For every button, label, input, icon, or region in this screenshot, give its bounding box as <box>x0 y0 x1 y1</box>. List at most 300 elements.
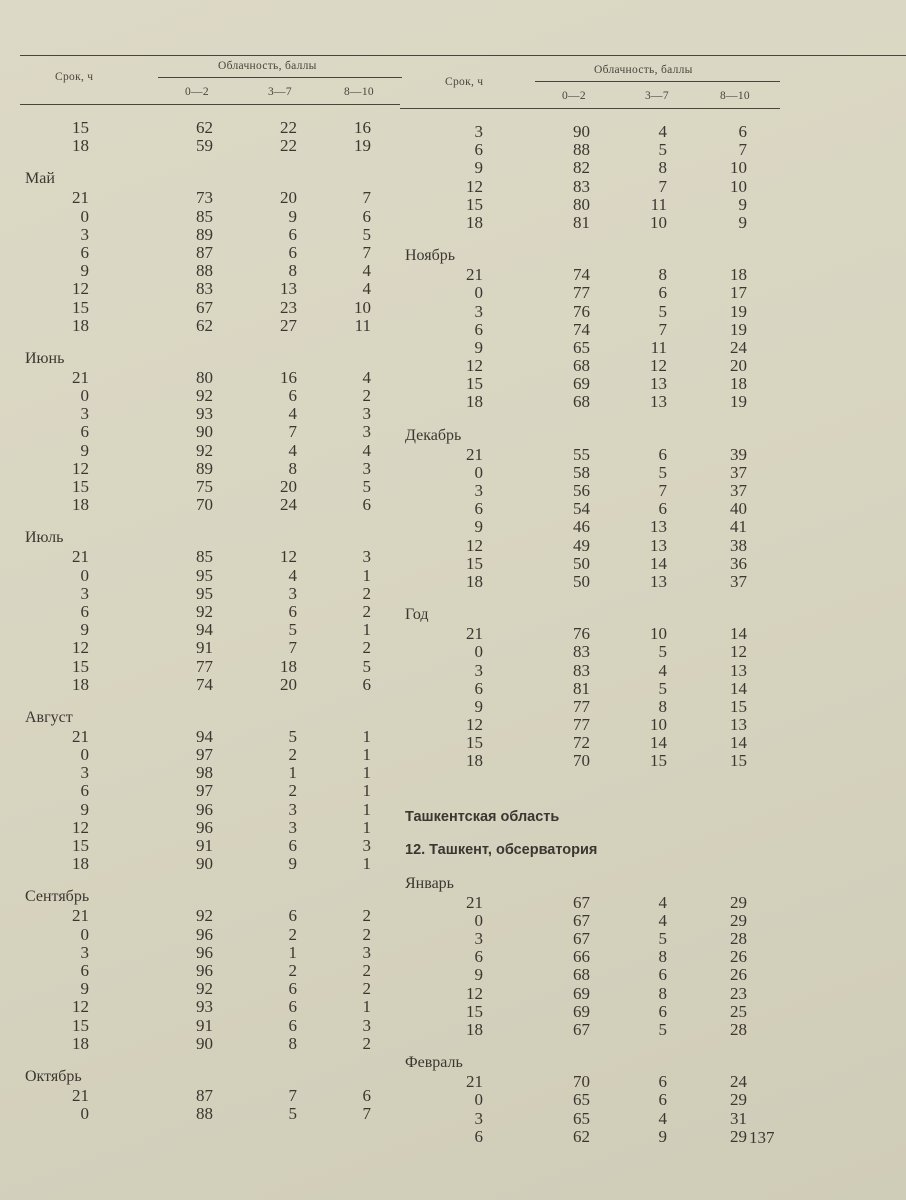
table-row <box>405 339 785 357</box>
cloud-0-2-cell: 88 <box>573 140 590 160</box>
cloud-8-10-cell: 1 <box>362 620 371 640</box>
cloud-3-7-cell: 6 <box>288 997 297 1017</box>
table-row <box>25 603 405 621</box>
cloud-8-10-cell: 6 <box>362 1085 371 1105</box>
cloud-0-2-cell: 55 <box>573 444 590 464</box>
table-top-rule-left <box>20 55 906 56</box>
time-cell: 0 <box>474 642 483 662</box>
time-cell: 9 <box>80 799 89 819</box>
cloud-0-2-cell: 62 <box>196 315 213 335</box>
cloud-3-7-cell: 9 <box>288 854 297 874</box>
cloud-0-2-cell: 66 <box>573 947 590 967</box>
table-row <box>405 537 785 555</box>
table-row <box>25 962 405 980</box>
table-row <box>405 123 785 141</box>
cloud-0-2-cell: 93 <box>196 404 213 424</box>
header-cloudiness-right: Облачность, баллы <box>594 64 693 76</box>
table-row <box>25 1087 405 1105</box>
cloud-8-10-cell: 5 <box>362 224 371 244</box>
cloud-3-7-cell: 5 <box>658 462 667 482</box>
cloud-8-10-cell: 3 <box>362 836 371 855</box>
table-row <box>25 387 405 405</box>
cloud-0-2-cell: 90 <box>573 122 590 141</box>
cloud-3-7-cell: 13 <box>280 279 297 299</box>
cloud-3-7-cell: 6 <box>288 601 297 621</box>
table-row <box>405 680 785 698</box>
cloud-8-10-cell: 6 <box>362 206 371 226</box>
time-cell: 3 <box>474 1108 483 1128</box>
time-cell: 3 <box>474 929 483 948</box>
time-cell: 18 <box>72 854 89 874</box>
month-label: Февраль <box>405 1054 463 1072</box>
cloud-0-2-cell: 88 <box>196 261 213 281</box>
time-cell: 0 <box>80 565 89 585</box>
table-row <box>405 196 785 214</box>
table-row <box>405 1021 785 1039</box>
cloud-8-10-cell: 7 <box>362 1104 371 1124</box>
time-cell: 15 <box>466 553 483 573</box>
header-range-3-7-right: 3—7 <box>645 90 669 102</box>
cloud-3-7-cell: 13 <box>650 535 667 555</box>
header-time-right: Срок, ч <box>445 76 484 88</box>
time-cell: 0 <box>474 1090 483 1110</box>
cloud-8-10-cell: 29 <box>730 910 747 930</box>
cloud-3-7-cell: 13 <box>650 571 667 591</box>
cloud-0-2-cell: 68 <box>573 356 590 376</box>
cloud-3-7-cell: 20 <box>280 477 297 496</box>
cloud-3-7-cell: 7 <box>658 319 667 339</box>
cloud-0-2-cell: 74 <box>573 265 590 285</box>
cloud-0-2-cell: 95 <box>196 565 213 585</box>
cloud-8-10-cell: 3 <box>362 1015 371 1035</box>
table-row <box>405 266 785 284</box>
cloud-8-10-cell: 10 <box>730 176 747 196</box>
time-cell: 18 <box>466 212 483 232</box>
cloud-8-10-cell: 24 <box>730 337 747 357</box>
cloud-8-10-cell: 10 <box>354 297 371 317</box>
cloud-0-2-cell: 92 <box>196 906 213 926</box>
table-row <box>25 1035 405 1053</box>
table-row <box>405 500 785 518</box>
time-cell: 6 <box>474 319 483 339</box>
cloud-3-7-cell: 5 <box>658 140 667 160</box>
table-row <box>25 801 405 819</box>
table-row <box>25 208 405 226</box>
table-row <box>25 137 405 155</box>
cloud-0-2-cell: 98 <box>196 763 213 783</box>
cloud-3-7-cell: 11 <box>650 194 667 214</box>
cloud-3-7-cell: 13 <box>650 517 667 537</box>
header-bottom-rule-left <box>20 104 400 105</box>
cloud-8-10-cell: 7 <box>362 242 371 262</box>
cloud-8-10-cell: 1 <box>362 745 371 765</box>
time-cell: 0 <box>80 1104 89 1124</box>
table-row <box>405 1128 785 1146</box>
cloud-0-2-cell: 74 <box>573 319 590 339</box>
cloud-8-10-cell: 37 <box>730 462 747 482</box>
table-row <box>405 948 785 966</box>
cloud-0-2-cell: 92 <box>196 979 213 999</box>
cloud-3-7-cell: 22 <box>280 136 297 156</box>
cloud-8-10-cell: 1 <box>362 726 371 746</box>
table-row <box>405 393 785 411</box>
time-cell: 3 <box>474 301 483 321</box>
cloud-3-7-cell: 2 <box>288 745 297 765</box>
cloud-3-7-cell: 13 <box>650 392 667 412</box>
time-cell: 21 <box>72 906 89 926</box>
time-cell: 21 <box>466 444 483 464</box>
cloud-0-2-cell: 90 <box>196 422 213 442</box>
cloud-3-7-cell: 2 <box>288 960 297 980</box>
cloud-0-2-cell: 73 <box>196 188 213 208</box>
cloud-8-10-cell: 4 <box>362 261 371 281</box>
time-cell: 6 <box>474 499 483 519</box>
cloud-0-2-cell: 75 <box>196 477 213 496</box>
table-row <box>25 926 405 944</box>
cloud-0-2-cell: 72 <box>573 733 590 753</box>
time-cell: 15 <box>72 118 89 137</box>
table-row <box>405 518 785 536</box>
cloud-8-10-cell: 1 <box>362 854 371 874</box>
cloud-0-2-cell: 58 <box>573 462 590 482</box>
cloud-8-10-cell: 14 <box>730 733 747 753</box>
cloud-8-10-cell: 18 <box>730 374 747 394</box>
table-row <box>25 567 405 585</box>
time-cell: 12 <box>72 817 89 837</box>
cloud-3-7-cell: 4 <box>658 122 667 141</box>
cloud-8-10-cell: 19 <box>354 136 371 156</box>
table-row <box>405 894 785 912</box>
table-row <box>405 966 785 984</box>
table-row <box>405 141 785 159</box>
cloud-0-2-cell: 89 <box>196 224 213 244</box>
cloud-8-10-cell: 17 <box>730 283 747 303</box>
cloud-3-7-cell: 5 <box>288 1104 297 1124</box>
cloud-3-7-cell: 11 <box>650 337 667 357</box>
cloud-0-2-cell: 65 <box>573 1108 590 1128</box>
cloud-3-7-cell: 6 <box>288 242 297 262</box>
cloud-3-7-cell: 5 <box>658 301 667 321</box>
cloud-8-10-cell: 38 <box>730 535 747 555</box>
cloud-0-2-cell: 76 <box>573 624 590 644</box>
table-row <box>25 478 405 496</box>
cloud-8-10-cell: 11 <box>354 315 371 335</box>
time-cell: 15 <box>72 1015 89 1035</box>
time-cell: 3 <box>80 583 89 603</box>
cloud-3-7-cell: 6 <box>288 386 297 406</box>
cloud-0-2-cell: 67 <box>196 297 213 317</box>
table-row <box>25 226 405 244</box>
time-cell: 12 <box>466 983 483 1003</box>
time-cell: 12 <box>72 638 89 658</box>
month-label: Ноябрь <box>405 247 456 265</box>
cloud-3-7-cell: 4 <box>288 565 297 585</box>
cloud-8-10-cell: 6 <box>362 674 371 694</box>
month-label: Август <box>25 708 73 726</box>
cloud-3-7-cell: 10 <box>650 715 667 735</box>
table-row <box>25 423 405 441</box>
time-cell: 0 <box>80 386 89 406</box>
time-cell: 21 <box>72 1085 89 1105</box>
cloud-8-10-cell: 20 <box>730 356 747 376</box>
cloud-3-7-cell: 20 <box>280 674 297 694</box>
time-cell: 0 <box>474 462 483 482</box>
cloud-3-7-cell: 3 <box>288 817 297 837</box>
table-row <box>405 1073 785 1091</box>
cloud-8-10-cell: 7 <box>738 140 747 160</box>
cloud-0-2-cell: 83 <box>573 176 590 196</box>
time-cell: 15 <box>466 733 483 753</box>
time-cell: 9 <box>474 517 483 537</box>
cloud-8-10-cell: 1 <box>362 763 371 783</box>
table-row <box>25 676 405 694</box>
cloud-0-2-cell: 77 <box>196 656 213 676</box>
time-cell: 0 <box>474 283 483 303</box>
cloud-8-10-cell: 39 <box>730 444 747 464</box>
cloud-8-10-cell: 1 <box>362 799 371 819</box>
month-label: Январь <box>405 874 454 892</box>
table-row <box>25 621 405 639</box>
table-row <box>25 585 405 603</box>
table-row <box>25 944 405 962</box>
cloud-8-10-cell: 4 <box>362 279 371 299</box>
time-cell: 9 <box>474 337 483 357</box>
cloud-0-2-cell: 90 <box>196 854 213 874</box>
cloud-0-2-cell: 80 <box>196 367 213 387</box>
cloud-8-10-cell: 5 <box>362 477 371 496</box>
cloud-3-7-cell: 5 <box>658 1019 667 1039</box>
cloud-3-7-cell: 9 <box>658 1126 667 1146</box>
cloud-3-7-cell: 8 <box>658 983 667 1003</box>
time-cell: 15 <box>466 1001 483 1021</box>
cloud-8-10-cell: 6 <box>362 495 371 515</box>
cloud-0-2-cell: 69 <box>573 983 590 1003</box>
cloud-3-7-cell: 2 <box>288 781 297 801</box>
cloud-8-10-cell: 1 <box>362 817 371 837</box>
cloud-3-7-cell: 6 <box>288 906 297 926</box>
table-row <box>405 375 785 393</box>
cloud-3-7-cell: 22 <box>280 118 297 137</box>
time-cell: 12 <box>466 176 483 196</box>
cloud-0-2-cell: 91 <box>196 638 213 658</box>
header-range-8-10-right: 8—10 <box>720 90 750 102</box>
time-cell: 6 <box>80 781 89 801</box>
cloud-3-7-cell: 7 <box>288 422 297 442</box>
time-cell: 6 <box>474 678 483 698</box>
cloud-0-2-cell: 76 <box>573 301 590 321</box>
cloud-8-10-cell: 40 <box>730 499 747 519</box>
cloud-0-2-cell: 82 <box>573 158 590 178</box>
cloud-3-7-cell: 7 <box>658 481 667 500</box>
cloud-8-10-cell: 1 <box>362 565 371 585</box>
cloud-0-2-cell: 77 <box>573 715 590 735</box>
time-cell: 12 <box>466 535 483 555</box>
time-cell: 18 <box>72 674 89 694</box>
cloud-8-10-cell: 2 <box>362 601 371 621</box>
time-cell: 18 <box>466 392 483 412</box>
header-subrule-right <box>535 81 780 82</box>
cloud-3-7-cell: 4 <box>658 660 667 680</box>
cloud-3-7-cell: 1 <box>288 763 297 783</box>
cloud-8-10-cell: 3 <box>362 404 371 424</box>
cloud-0-2-cell: 91 <box>196 836 213 855</box>
table-row <box>405 752 785 770</box>
time-cell: 12 <box>72 458 89 478</box>
cloud-0-2-cell: 70 <box>573 1072 590 1092</box>
month-label: Декабрь <box>405 426 462 444</box>
cloud-3-7-cell: 6 <box>658 1001 667 1021</box>
time-cell: 3 <box>474 481 483 500</box>
time-cell: 21 <box>72 547 89 567</box>
cloud-3-7-cell: 6 <box>288 836 297 855</box>
cloud-0-2-cell: 65 <box>573 337 590 357</box>
table-row <box>25 460 405 478</box>
cloud-8-10-cell: 29 <box>730 1126 747 1146</box>
cloud-0-2-cell: 94 <box>196 620 213 640</box>
cloud-8-10-cell: 16 <box>354 118 371 137</box>
time-cell: 9 <box>80 440 89 460</box>
cloud-8-10-cell: 15 <box>730 751 747 771</box>
table-row <box>405 716 785 734</box>
time-cell: 6 <box>80 960 89 980</box>
cloud-8-10-cell: 9 <box>738 194 747 214</box>
cloud-0-2-cell: 65 <box>573 1090 590 1110</box>
cloud-8-10-cell: 3 <box>362 422 371 442</box>
cloud-8-10-cell: 10 <box>730 158 747 178</box>
cloud-0-2-cell: 92 <box>196 601 213 621</box>
cloud-8-10-cell: 2 <box>362 979 371 999</box>
table-row <box>405 734 785 752</box>
cloud-8-10-cell: 19 <box>730 319 747 339</box>
cloud-0-2-cell: 56 <box>573 481 590 500</box>
left-table-column <box>25 119 405 1123</box>
header-range-0-2-left: 0—2 <box>185 86 209 98</box>
time-cell: 21 <box>466 624 483 644</box>
cloud-3-7-cell: 4 <box>658 892 667 912</box>
time-cell: 21 <box>466 892 483 912</box>
cloud-3-7-cell: 15 <box>650 751 667 771</box>
cloud-3-7-cell: 7 <box>288 638 297 658</box>
time-cell: 18 <box>72 315 89 335</box>
cloud-0-2-cell: 88 <box>196 1104 213 1124</box>
cloud-3-7-cell: 4 <box>658 910 667 930</box>
table-row <box>405 625 785 643</box>
cloud-8-10-cell: 15 <box>730 696 747 716</box>
table-row <box>405 985 785 1003</box>
cloud-0-2-cell: 87 <box>196 242 213 262</box>
cloud-8-10-cell: 1 <box>362 781 371 801</box>
cloud-3-7-cell: 12 <box>280 547 297 567</box>
header-bottom-rule-right <box>400 108 780 109</box>
cloud-3-7-cell: 8 <box>658 947 667 967</box>
cloud-0-2-cell: 62 <box>573 1126 590 1146</box>
table-row <box>405 178 785 196</box>
time-cell: 6 <box>80 601 89 621</box>
cloud-3-7-cell: 7 <box>658 176 667 196</box>
cloud-8-10-cell: 7 <box>362 188 371 208</box>
cloud-0-2-cell: 97 <box>196 745 213 765</box>
cloud-8-10-cell: 26 <box>730 965 747 985</box>
table-row <box>25 980 405 998</box>
table-row <box>25 1105 405 1123</box>
header-subrule-left <box>158 77 402 78</box>
time-cell: 3 <box>80 404 89 424</box>
cloud-3-7-cell: 7 <box>288 1085 297 1105</box>
cloud-8-10-cell: 4 <box>362 440 371 460</box>
cloud-0-2-cell: 96 <box>196 924 213 944</box>
cloud-0-2-cell: 50 <box>573 571 590 591</box>
table-row <box>405 1091 785 1109</box>
cloud-3-7-cell: 10 <box>650 212 667 232</box>
table-row <box>25 819 405 837</box>
time-cell: 12 <box>72 279 89 299</box>
cloud-3-7-cell: 24 <box>280 495 297 515</box>
time-cell: 0 <box>80 206 89 226</box>
table-row <box>25 496 405 514</box>
cloud-0-2-cell: 83 <box>573 660 590 680</box>
table-row <box>25 189 405 207</box>
cloud-0-2-cell: 50 <box>573 553 590 573</box>
section-heading: Ташкентская область <box>405 808 560 825</box>
cloud-3-7-cell: 20 <box>280 188 297 208</box>
month-label: Год <box>405 606 429 624</box>
month-label: Октябрь <box>25 1067 82 1085</box>
table-row <box>405 357 785 375</box>
month-label: Июль <box>25 529 64 547</box>
time-cell: 21 <box>72 726 89 746</box>
cloud-0-2-cell: 77 <box>573 283 590 303</box>
time-cell: 15 <box>72 297 89 317</box>
table-row <box>405 555 785 573</box>
header-range-0-2-right: 0—2 <box>562 90 586 102</box>
table-row <box>405 1110 785 1128</box>
table-row <box>405 698 785 716</box>
header-time-left: Срок, ч <box>55 71 94 83</box>
cloud-8-10-cell: 14 <box>730 624 747 644</box>
cloud-3-7-cell: 6 <box>658 499 667 519</box>
cloud-8-10-cell: 2 <box>362 583 371 603</box>
page-number: 137 <box>749 1128 775 1147</box>
cloud-8-10-cell: 3 <box>362 547 371 567</box>
cloud-0-2-cell: 83 <box>573 642 590 662</box>
cloud-0-2-cell: 67 <box>573 929 590 948</box>
cloud-3-7-cell: 3 <box>288 799 297 819</box>
table-row <box>405 662 785 680</box>
table-row <box>405 573 785 591</box>
right-table-column <box>405 123 785 1146</box>
cloud-0-2-cell: 83 <box>196 279 213 299</box>
time-cell: 0 <box>474 910 483 930</box>
cloud-0-2-cell: 74 <box>196 674 213 694</box>
cloud-0-2-cell: 85 <box>196 547 213 567</box>
cloud-8-10-cell: 25 <box>730 1001 747 1021</box>
cloud-0-2-cell: 70 <box>573 751 590 771</box>
cloud-8-10-cell: 28 <box>730 929 747 948</box>
table-row <box>25 658 405 676</box>
table-row <box>25 548 405 566</box>
cloud-3-7-cell: 5 <box>658 642 667 662</box>
time-cell: 21 <box>72 367 89 387</box>
cloud-3-7-cell: 5 <box>288 620 297 640</box>
cloud-8-10-cell: 6 <box>738 122 747 141</box>
cloud-3-7-cell: 16 <box>280 367 297 387</box>
time-cell: 6 <box>474 947 483 967</box>
cloud-8-10-cell: 2 <box>362 906 371 926</box>
table-row <box>25 317 405 335</box>
cloud-3-7-cell: 27 <box>280 315 297 335</box>
cloud-3-7-cell: 5 <box>658 929 667 948</box>
month-label: Июнь <box>25 349 65 367</box>
